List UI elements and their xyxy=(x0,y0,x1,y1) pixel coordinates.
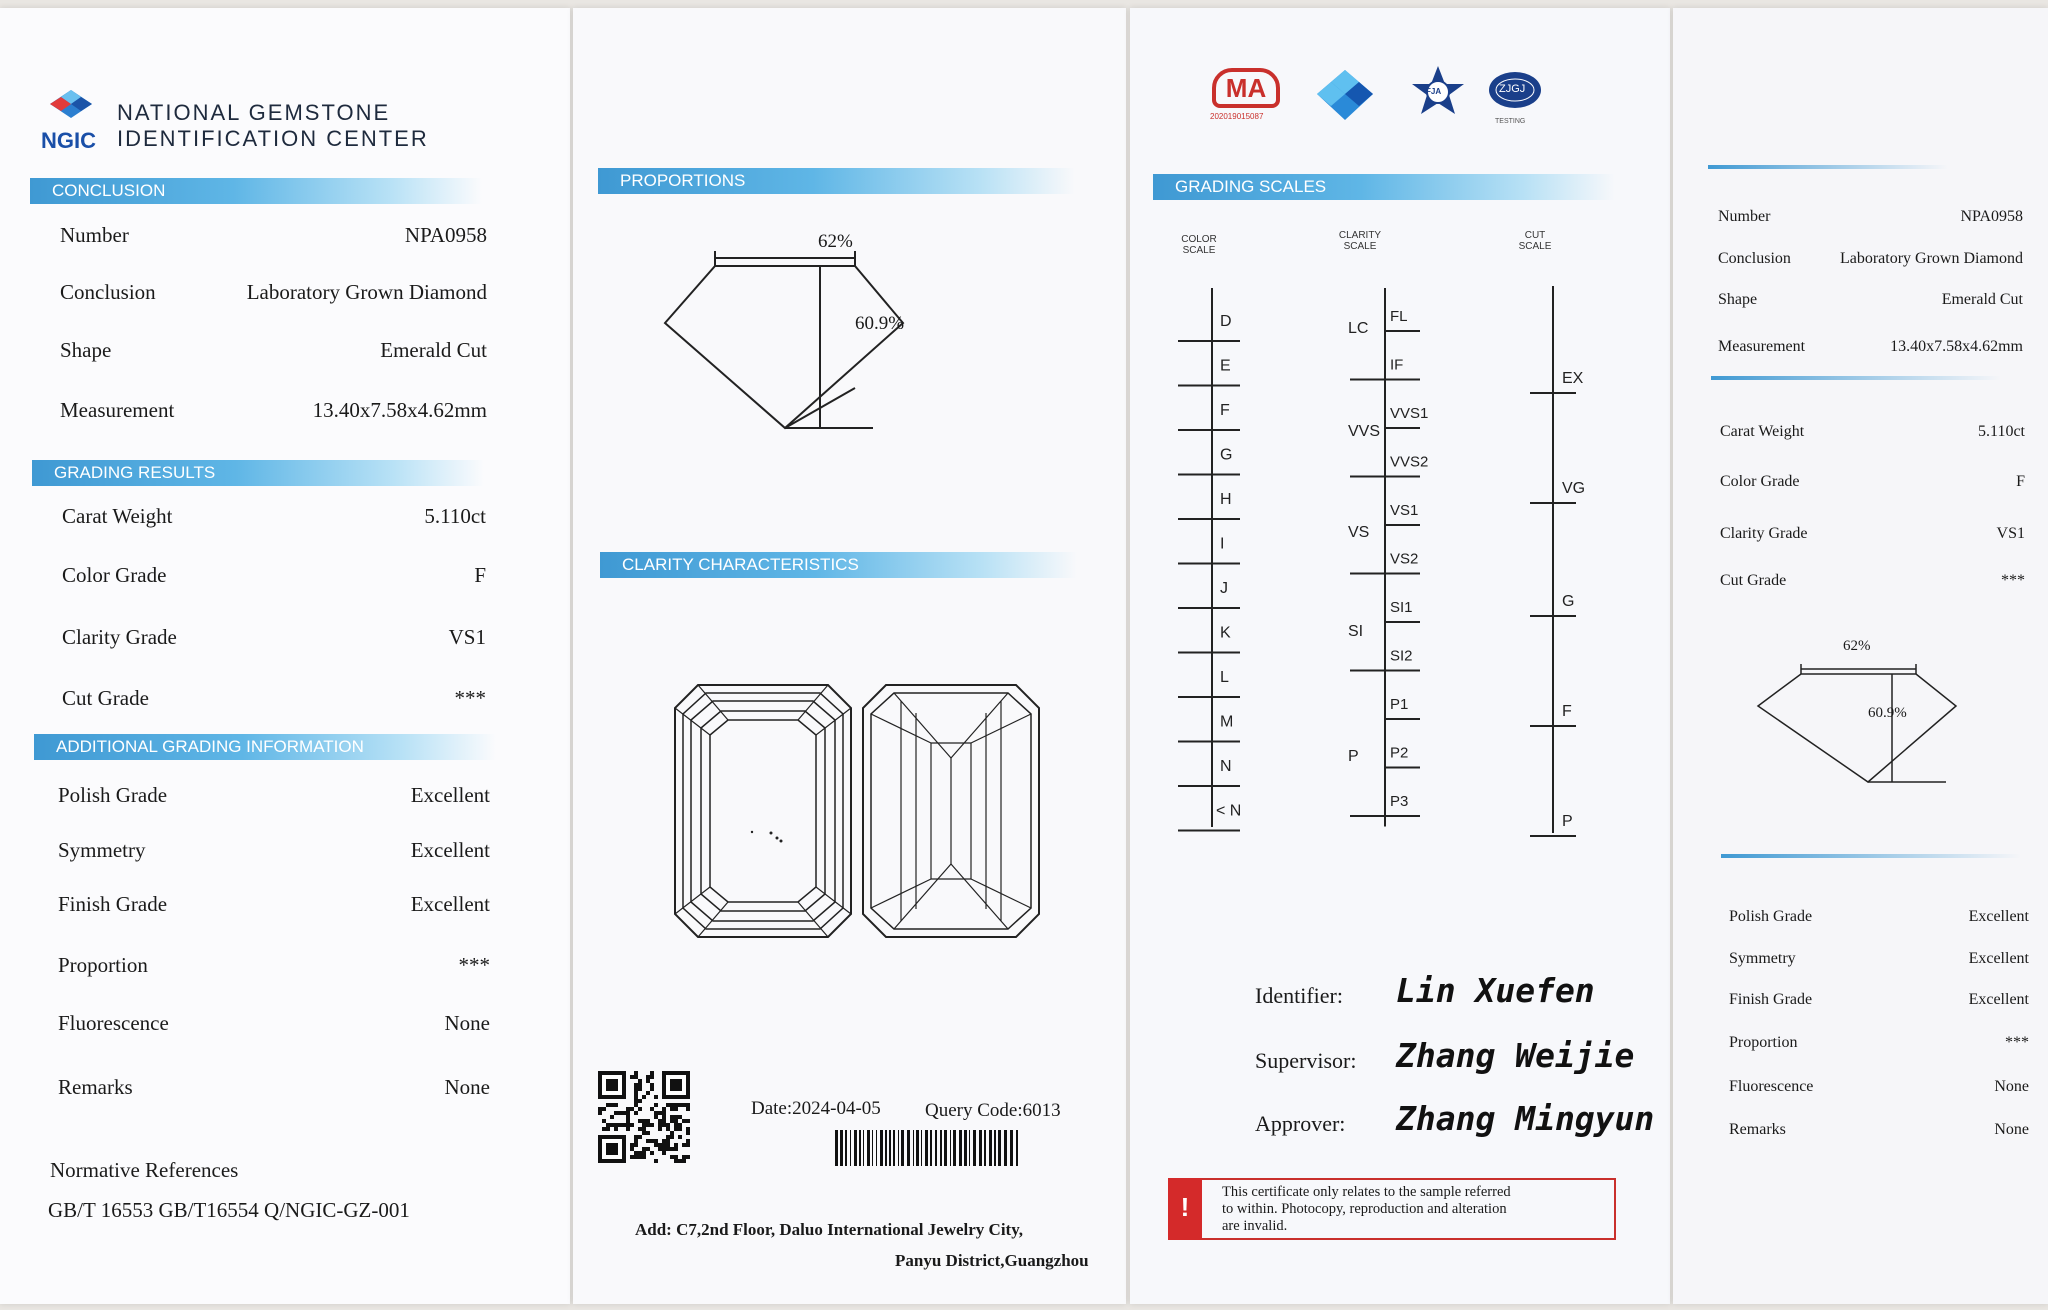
summary-extra-row xyxy=(1729,991,2029,1017)
grading-row-value: 5.110ct xyxy=(424,504,486,528)
conclusion-row-label: Measurement xyxy=(60,398,175,422)
summary-row-label: Conclusion xyxy=(1718,250,1791,267)
additional-row xyxy=(58,953,490,979)
grading-row xyxy=(62,504,486,530)
cut-scale-label: G xyxy=(1562,593,1575,610)
signature-name: Zhang Weijie xyxy=(1396,1036,1635,1075)
grading-row xyxy=(62,625,486,651)
color-scale-label: H xyxy=(1220,491,1232,508)
address-line2: Panyu District,Guangzhou xyxy=(895,1251,1089,1270)
grading-row-label: Cut Grade xyxy=(62,686,149,710)
signature-role: Approver: xyxy=(1255,1111,1346,1136)
summary-grade-row-label: Cut Grade xyxy=(1720,572,1787,589)
summary-grade-row xyxy=(1720,525,2025,551)
clarity-group-label: P xyxy=(1348,748,1359,765)
color-scale-label: F xyxy=(1220,402,1230,419)
color-scale-label: L xyxy=(1220,669,1229,686)
proportions-header: PROPORTIONS xyxy=(598,168,1075,194)
summary-row-label: Number xyxy=(1718,208,1771,225)
summary-grade-row-label: Color Grade xyxy=(1720,473,1800,490)
cut-scale-label: VG xyxy=(1562,480,1586,497)
notice-line3: are invalid. xyxy=(1222,1218,1288,1234)
clarity-group-label: LC xyxy=(1348,320,1369,337)
conclusion-row-label: Conclusion xyxy=(60,280,156,304)
clarity-scale-label: VVS1 xyxy=(1390,405,1429,422)
color-scale-label: N xyxy=(1220,758,1232,775)
grading-row-label: Clarity Grade xyxy=(62,625,177,649)
summary-row-value: 13.40x7.58x4.62mm xyxy=(1890,338,2023,355)
additional-row xyxy=(58,838,490,864)
grading-scales-header: GRADING SCALES xyxy=(1153,174,1615,200)
summary-grade-row-label: Carat Weight xyxy=(1720,423,1805,440)
additional-row-label: Fluorescence xyxy=(58,1011,169,1035)
color-scale-label: M xyxy=(1220,713,1234,731)
color-scale-label: G xyxy=(1220,446,1233,464)
summary-grade-row-value: *** xyxy=(2001,572,2025,589)
conclusion-row-value: Emerald Cut xyxy=(380,338,487,362)
additional-row-label: Finish Grade xyxy=(58,892,168,916)
summary-row-value: Emerald Cut xyxy=(1941,291,2023,308)
signature-role: Supervisor: xyxy=(1255,1048,1357,1073)
additional-row-value: Excellent xyxy=(410,892,490,916)
color-scale-label: I xyxy=(1220,535,1225,553)
conclusion-row xyxy=(60,338,487,364)
summary-grade-row-value: F xyxy=(2016,473,2025,490)
conclusion-row-label: Number xyxy=(60,223,129,247)
additional-row-value: None xyxy=(444,1011,490,1035)
conclusion-header: CONCLUSION xyxy=(30,178,482,204)
signature-role: Identifier: xyxy=(1255,983,1343,1008)
signature-name: Zhang Mingyun xyxy=(1396,1099,1655,1138)
summary-grade-row-value: 5.110ct xyxy=(1978,423,2025,440)
clarity-scale-label: P3 xyxy=(1390,793,1409,810)
fja-mark: FJA xyxy=(1426,87,1442,96)
summary-extra-row-label: Finish Grade xyxy=(1729,991,1813,1008)
inclusion-mark xyxy=(780,840,783,843)
conclusion-row-label: Shape xyxy=(60,338,112,362)
summary-extra-row-value: None xyxy=(1994,1121,2029,1138)
summary-row-label: Shape xyxy=(1718,291,1758,308)
report-panel-main xyxy=(0,8,570,1304)
grading-row xyxy=(62,563,486,589)
summary-extra-row-value: None xyxy=(1994,1078,2029,1095)
clarity-scale-label: VS1 xyxy=(1390,502,1419,519)
normative-title: Normative References xyxy=(50,1158,239,1182)
color-scale-label: E xyxy=(1220,357,1231,375)
summary-row-value: NPA0958 xyxy=(1960,208,2023,225)
query-code: Query Code:6013 xyxy=(925,1100,1061,1121)
additional-row xyxy=(58,1075,490,1101)
summary-grade-row xyxy=(1720,473,2025,499)
summary-extra-row-value: *** xyxy=(2005,1034,2029,1051)
proportion-diagram xyxy=(663,238,993,438)
clarity-scale-label: VVS2 xyxy=(1390,453,1429,471)
report-date: Date:2024-04-05 xyxy=(751,1098,881,1119)
center-name-line1: NATIONAL GEMSTONE xyxy=(117,100,391,125)
additional-row-label: Proportion xyxy=(58,953,148,977)
summary-row xyxy=(1718,250,2023,276)
summary-grade-row xyxy=(1720,572,2025,598)
additional-row xyxy=(58,783,490,809)
ngic-abbr: NGIC xyxy=(41,128,96,153)
cut-scale-label: P xyxy=(1562,813,1573,830)
cma-mark: MA xyxy=(1225,73,1267,103)
notice-line1: This certificate only relates to the sample referred xyxy=(1222,1184,1511,1200)
clarity-scale-label: VS2 xyxy=(1390,550,1419,568)
clarity-group-label: VVS xyxy=(1348,423,1381,440)
validity-notice xyxy=(1168,1178,1616,1240)
summary-extra-row-label: Symmetry xyxy=(1729,950,1796,967)
grading-row-value: *** xyxy=(454,686,486,710)
summary-extra-row xyxy=(1729,1034,2029,1060)
additional-row-value: *** xyxy=(458,953,490,977)
summary-extra-row-label: Fluorescence xyxy=(1729,1078,1814,1095)
color-scale-label: K xyxy=(1220,624,1231,642)
cut-scale-label: F xyxy=(1562,703,1572,720)
color-scale-title: COLOR SCALE xyxy=(1181,234,1217,256)
clarity-scale-label: FL xyxy=(1390,308,1408,325)
warning-icon: ! xyxy=(1168,1178,1202,1240)
summary-depth-percent: 60.9% xyxy=(1868,705,1907,721)
additional-row-value: Excellent xyxy=(410,783,490,807)
zjgj-testing: TESTING xyxy=(1495,118,1526,125)
summary-table-percent: 62% xyxy=(1843,638,1871,654)
summary-extra-row xyxy=(1729,950,2029,976)
report-panel-scales xyxy=(1130,8,1670,1304)
additional-row xyxy=(58,1011,490,1037)
summary-proportion-diagram xyxy=(1756,656,1976,786)
report-panel-summary xyxy=(1673,8,2048,1304)
report-panel-diagrams xyxy=(573,8,1126,1304)
ngic-diamond-logo-icon xyxy=(48,88,94,130)
summary-extra-row xyxy=(1729,1121,2029,1147)
summary-divider xyxy=(1711,376,2001,380)
summary-grade-row-value: VS1 xyxy=(1996,525,2025,542)
additional-info-header: ADDITIONAL GRADING INFORMATION xyxy=(34,734,496,760)
conclusion-row-value: NPA0958 xyxy=(404,223,487,247)
summary-extra-row-label: Proportion xyxy=(1729,1034,1798,1051)
grading-results-header: GRADING RESULTS xyxy=(32,460,484,486)
clarity-group-label: SI xyxy=(1348,623,1364,640)
pavilion-view-diagram xyxy=(861,683,1041,939)
inclusion-mark xyxy=(770,832,773,835)
summary-row xyxy=(1718,291,2023,317)
summary-grade-row xyxy=(1720,423,2025,449)
conclusion-row-value: 13.40x7.58x4.62mm xyxy=(312,398,487,422)
summary-row-value: Laboratory Grown Diamond xyxy=(1839,250,2023,267)
summary-row xyxy=(1718,338,2023,364)
barcode xyxy=(835,1130,1025,1170)
grading-row-value: VS1 xyxy=(448,625,486,649)
additional-row xyxy=(58,892,490,918)
color-scale-label: < N xyxy=(1216,802,1242,820)
qr-code[interactable] xyxy=(598,1071,690,1167)
clarity-characteristics-header: CLARITY CHARACTERISTICS xyxy=(600,552,1077,578)
cut-scale-label: EX xyxy=(1562,370,1584,387)
clarity-scale-label: SI1 xyxy=(1390,599,1413,616)
inclusion-mark xyxy=(751,831,753,833)
center-name-line2: IDENTIFICATION CENTER xyxy=(117,126,429,151)
clarity-scale-label: P2 xyxy=(1390,744,1409,762)
summary-extra-row-value: Excellent xyxy=(1968,908,2029,925)
table-percent: 62% xyxy=(818,231,853,252)
grading-scales-chart xyxy=(1130,8,1670,888)
zjgj-mark: ZJGJ xyxy=(1499,83,1526,95)
summary-extra-row-value: Excellent xyxy=(1968,950,2029,967)
summary-extra-row xyxy=(1729,908,2029,934)
grading-row-label: Color Grade xyxy=(62,563,167,587)
summary-extra-row-label: Remarks xyxy=(1729,1121,1786,1138)
grading-row-value: F xyxy=(474,563,486,587)
additional-row-value: Excellent xyxy=(410,838,490,862)
inclusion-mark xyxy=(776,837,779,840)
clarity-scale-label: IF xyxy=(1390,356,1404,374)
notice-text xyxy=(1222,1184,1511,1235)
color-scale-label: D xyxy=(1220,313,1232,330)
notice-line2: to within. Photocopy, reproduction and alteration xyxy=(1222,1201,1507,1217)
additional-row-label: Polish Grade xyxy=(58,783,168,807)
clarity-scale-title: CLARITY SCALE xyxy=(1338,230,1382,252)
clarity-scale-label: P1 xyxy=(1390,696,1409,713)
summary-extra-row-label: Polish Grade xyxy=(1729,908,1813,925)
cma-number: 202019015087 xyxy=(1210,112,1264,121)
additional-row-label: Remarks xyxy=(58,1075,133,1099)
summary-divider xyxy=(1708,165,1948,169)
clarity-scale-label: SI2 xyxy=(1390,647,1413,665)
grading-row-label: Carat Weight xyxy=(62,504,173,528)
conclusion-row xyxy=(60,398,487,424)
crown-view-diagram xyxy=(673,683,853,939)
summary-grade-row-label: Clarity Grade xyxy=(1720,525,1808,542)
summary-row xyxy=(1718,208,2023,234)
cut-scale-title: CUT SCALE xyxy=(1518,230,1552,252)
normative-refs: GB/T 16553 GB/T16554 Q/NGIC-GZ-001 xyxy=(48,1198,410,1222)
depth-percent: 60.9% xyxy=(855,313,905,334)
address-line1: Add: C7,2nd Floor, Daluo International Jewelry City, xyxy=(635,1220,1024,1239)
additional-row-label: Symmetry xyxy=(58,838,146,862)
summary-row-label: Measurement xyxy=(1718,338,1806,355)
conclusion-row xyxy=(60,223,487,249)
clarity-group-label: VS xyxy=(1348,524,1370,541)
summary-extra-row-value: Excellent xyxy=(1968,991,2029,1008)
grading-row xyxy=(62,686,486,712)
additional-row-value: None xyxy=(444,1075,490,1099)
summary-divider xyxy=(1721,854,2021,858)
signature-name: Lin Xuefen xyxy=(1396,971,1595,1010)
conclusion-row xyxy=(60,280,487,306)
conclusion-row-value: Laboratory Grown Diamond xyxy=(246,280,487,304)
summary-extra-row xyxy=(1729,1078,2029,1104)
color-scale-label: J xyxy=(1220,580,1228,597)
